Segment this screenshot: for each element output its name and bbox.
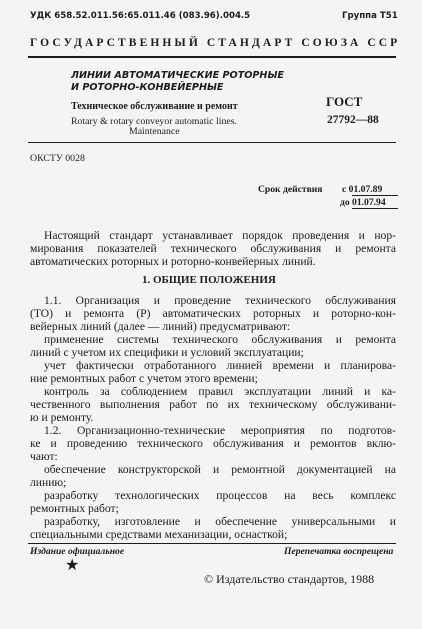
body-line: специальными средствами механизации, оснасткой; [30, 528, 288, 541]
body-line: разработку технологических процессов на весь комплекс [44, 489, 396, 502]
body-line: применение системы технического обслуживания и ремонта [44, 333, 396, 346]
body-line: чают: [30, 450, 58, 463]
reprint-prohibited-label: Перепечатка воспрещена [284, 546, 394, 557]
intro-line: Настоящий стандарт устанавливает порядок проведения и нор- [44, 229, 396, 242]
body-line: ю и ремонту. [30, 411, 94, 424]
body-line: (ТО) и ремонта (Р) автоматических роторных и роторно-кон- [30, 307, 396, 320]
group-code: Группа Т51 [342, 11, 398, 21]
gost-label: ГОСТ [326, 94, 363, 109]
intro-line: автоматических роторных и роторно-конвейерных линий. [30, 255, 316, 268]
body-line: учет фактически отработанного линией времени и планирова- [44, 359, 396, 372]
body-line: контроль за соблюдением правил эксплуатации линий и ка- [44, 385, 396, 398]
title-en-line-1: Rotary & rotary conveyor automatic lines. [71, 116, 237, 127]
title-rule [28, 142, 396, 143]
body-line: вейерных линий (далее — линий) предусматривают: [30, 320, 291, 333]
body-line: 1.1. Организация и проведение технического обслуживания [44, 294, 396, 307]
validity-from: с 01.07.89 [342, 184, 383, 195]
footer-rule [28, 543, 396, 544]
udk-code: УДК 658.52.011.56:65.011.46 (083.96).004.5 [30, 11, 251, 21]
title-ru-line-2: И РОТОРНО-КОНВЕЙЕРНЫЕ [71, 82, 224, 93]
validity-to-underline [352, 208, 398, 209]
intro-line: мирования показателей технического обслуживания и ремонта [30, 242, 396, 255]
header-rule [28, 56, 396, 58]
gost-number: 27792—88 [327, 114, 379, 126]
title-ru-subtitle: Техническое обслуживание и ремонт [71, 101, 238, 112]
section-1-heading: 1. ОБЩИЕ ПОЛОЖЕНИЯ [142, 274, 276, 286]
star-icon: ★ [65, 557, 80, 574]
body-line: линий с учетом их специфики и условий эксплуатации; [30, 346, 304, 359]
validity-label: Срок действия [258, 184, 323, 195]
body-line: разработку, изготовление и обеспечение универсальными и [44, 515, 396, 528]
validity-to: до 01.07.94 [340, 197, 386, 208]
title-ru-line-1: ЛИНИИ АВТОМАТИЧЕСКИЕ РОТОРНЫЕ [71, 70, 284, 81]
title-en-line-2: Maintenance [129, 126, 180, 137]
body-line: линию; [30, 476, 67, 489]
official-edition-label: Издание официальное [30, 546, 125, 557]
body-line: ние ремонтных работ с учетом этого времени; [30, 372, 258, 385]
copyright-line: © Издательство стандартов, 1988 [204, 572, 375, 586]
okstu-code: ОКСТУ 0028 [30, 153, 85, 164]
validity-from-underline [352, 195, 398, 196]
body-line: 1.2. Организационно-технические мероприятия по подготов- [44, 424, 396, 437]
state-standard-banner: ГОСУДАРСТВЕННЫЙ СТАНДАРТ СОЮЗА ССР [30, 37, 401, 49]
body-line: чественного выполнения работ по их техническому обслуживани- [30, 398, 396, 411]
body-line: обеспечение конструкторской и ремонтной документацией на [44, 463, 396, 476]
body-line: ремонтных работ; [30, 502, 119, 515]
body-line: ке и проведению технического обслуживания и ремонтов вклю- [30, 437, 396, 450]
